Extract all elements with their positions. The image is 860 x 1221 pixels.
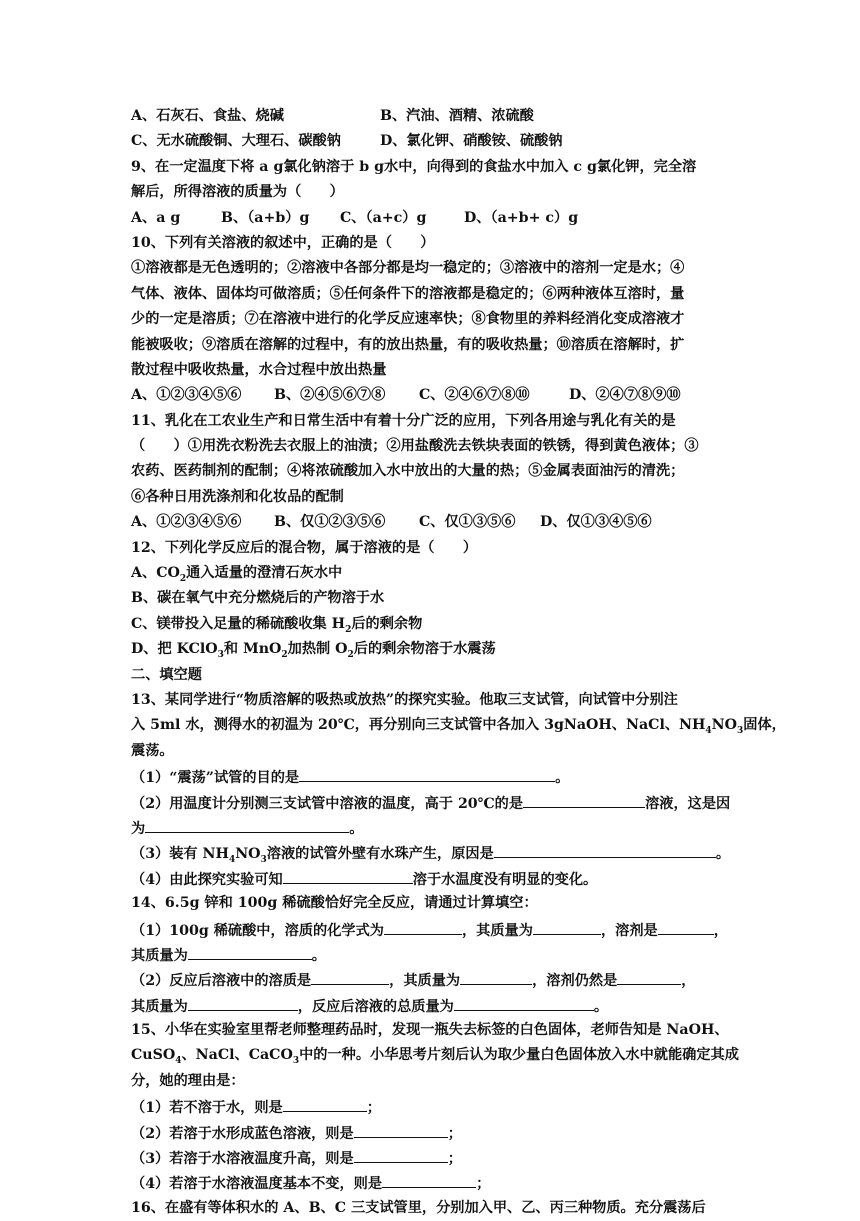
q16-stem-line1: 16、在盛有等体积水的 A、B、C 三支试管里，分别加入甲、乙、丙三种物质。充分震荡后 xyxy=(131,1199,706,1216)
q11-options xyxy=(131,510,743,535)
q15-answer-blank-4[interactable] xyxy=(382,1170,476,1188)
q10-option-c: C、②④⑥⑦⑧⑩ xyxy=(419,387,530,404)
q8-options-row2 xyxy=(131,129,743,154)
q14-answer-blank-1[interactable] xyxy=(384,917,462,935)
q13-stem-line3: 震荡。 xyxy=(131,742,174,759)
q13-part2-cont: 为 。 xyxy=(131,815,743,840)
q11-body-line: （ ）①用洗衣粉洗去衣服上的油渍；②用盐酸洗去铁块表面的铁锈，得到黄色液体；③ xyxy=(131,438,699,455)
q10-stem: 10、下列有关溶液的叙述中，正确的是（ ） xyxy=(131,234,435,251)
q13-answer-blank-5[interactable] xyxy=(283,866,413,884)
q12-option-c: C、镁带投入足量的稀硫酸收集 $H_2$后的剩余物 xyxy=(131,615,423,635)
q14-part1: （1）100g 稀硫酸中，溶质的化学式为 ，其质量为 ，溶剂是 ， xyxy=(131,917,743,942)
q13-part3: （3）装有 $NH_4NO_3$溶液的试管外壁有水珠产生，原因是 。 xyxy=(131,840,743,865)
q13-stem-line2: 入 5ml 水，测得水的初温为 20℃，再分别向三支试管中各加入 3gNaOH、NaCl、$NH_4NO_3$固体， xyxy=(131,717,786,737)
q11-body-line: ⑥各种日用洗涤剂和化妆品的配制 xyxy=(131,488,344,505)
q10-body-line: 能被吸收；⑨溶质在溶解的过程中，有的放出热量，有的吸收热量；⑩溶质在溶解时，扩 xyxy=(131,336,685,353)
q14-answer-blank-2[interactable] xyxy=(533,917,601,935)
q14-part2-cont: 其质量为 ，反应后溶液的总质量为 。 xyxy=(131,993,743,1018)
q11-body-line: 11、乳化在工农业生产和日常生活中有着十分广泛的应用，下列各用途与乳化有关的是 xyxy=(131,412,676,429)
q15-part3: （3）若溶于水溶液温度升高，则是 ； xyxy=(131,1145,743,1170)
q13-part1: （1）“震荡”试管的目的是 。 xyxy=(131,764,743,789)
q13-part2: （2）用温度计分别测三支试管中溶液的温度，高于 20℃的是 溶液，这是因 xyxy=(131,790,743,815)
q9-stem-line2: 解后，所得溶液的质量为（ ） xyxy=(131,184,344,201)
q15-answer-blank-1[interactable] xyxy=(283,1094,367,1112)
q15-stem-line1: 15、小华在实验室里帮老师整理药品时，发现一瓶失去标签的白色固体，老师告知是 NaOH、 xyxy=(131,1022,729,1039)
q15-part4: （4）若溶于水溶液温度基本不变，则是 ； xyxy=(131,1170,743,1195)
q13-answer-blank-2[interactable] xyxy=(523,790,645,808)
q10-body-line: ①溶液都是无色透明的；②溶液中各部分都是均一稳定的；③溶液中的溶剂一定是水；④ xyxy=(131,260,685,277)
q14-answer-blank-9[interactable] xyxy=(454,993,594,1011)
q11-option-d: D、仅①③④⑤⑥ xyxy=(540,514,652,531)
q10-option-d: D、②④⑦⑧⑨⑩ xyxy=(569,387,681,404)
q12-option-d: D、把 KClO$_3$和 MnO$_2$加热制 $O_2$后的剩余物溶于水震荡 xyxy=(131,641,496,661)
q15-stem-line3: 分，她的理由是： xyxy=(131,1072,245,1089)
q13-stem-line1: 13、某同学进行“物质溶解的吸热或放热”的探究实验。他取三支试管，向试管中分别注 xyxy=(131,691,678,708)
q9-options xyxy=(131,206,743,231)
q14-answer-blank-8[interactable] xyxy=(188,993,298,1011)
q13-answer-blank-1[interactable] xyxy=(299,764,555,782)
q14-answer-blank-6[interactable] xyxy=(460,967,532,985)
section-heading: 二、填空题 xyxy=(131,666,202,683)
q15-answer-blank-3[interactable] xyxy=(354,1145,448,1163)
q14-part1-cont: 其质量为 。 xyxy=(131,942,743,967)
q15-part2: （2）若溶于水形成蓝色溶液，则是 ； xyxy=(131,1120,743,1145)
q15-part1: （1）若不溶于水，则是 ； xyxy=(131,1094,743,1119)
q12-stem: 12、下列化学反应后的混合物，属于溶液的是（ ） xyxy=(131,539,478,556)
q8-options-row1 xyxy=(131,104,743,129)
q11-option-b: B、仅①②③⑤⑥ xyxy=(274,514,386,531)
q9-option-a: A、a g xyxy=(131,209,181,226)
q12-option-b: B、碳在氧气中充分燃烧后的产物溶于水 xyxy=(131,590,385,607)
q14-answer-blank-4[interactable] xyxy=(188,942,312,960)
q14-answer-blank-7[interactable] xyxy=(617,967,681,985)
q14-stem: 14、6.5g 锌和 100g 稀硫酸恰好完全反应，请通过计算填空： xyxy=(131,895,538,912)
q9-option-b: B、（a+b）g xyxy=(221,209,310,226)
q11-option-a: A、①②③④⑤⑥ xyxy=(131,514,242,531)
q8-option-b: B、汽油、酒精、浓硫酸 xyxy=(380,108,534,124)
q14-answer-blank-3[interactable] xyxy=(658,917,714,935)
document-content xyxy=(131,104,786,1221)
q12-option-a: A、$CO_2$通入适量的澄清石灰水中 xyxy=(131,565,343,584)
q9-stem-line1: 9、在一定温度下将 a g氯化钠溶于 b g水中，向得到的食盐水中加入 c g氯化钾，完全溶 xyxy=(131,158,697,175)
q10-body-line: 气体、液体、固体均可做溶质；⑤任何条件下的溶液都是稳定的；⑥两种液体互溶时，量 xyxy=(131,285,685,302)
q13-part4: （4）由此探究实验可知 溶于水温度没有明显的变化。 xyxy=(131,866,743,891)
q11-body-line: 农药、医药制剂的配制；④将浓硫酸加入水中放出的大量的热；⑤金属表面油污的清洗； xyxy=(131,463,685,480)
q8-option-c: C、无水硫酸铜、大理石、碳酸钠 xyxy=(131,133,341,150)
q9-option-d: D、（a+b+ c）g xyxy=(464,209,579,226)
q10-body-line: 散过程中吸收热量，水合过程中放出热量 xyxy=(131,361,387,378)
q14-answer-blank-5[interactable] xyxy=(311,967,389,985)
q9-option-c: C、（a+c）g xyxy=(340,209,427,226)
q10-options xyxy=(131,383,743,408)
q8-option-a: A、石灰石、食盐、烧碱 xyxy=(131,108,284,124)
q15-stem-line2: CuSO$_4$、NaCl、CaCO$_3$中的一种。小华思考片刻后认为取少量白色固体放入水中就能确定其成 xyxy=(131,1047,739,1067)
q11-option-c: C、仅①③⑤⑥ xyxy=(419,514,516,531)
q13-answer-blank-4[interactable] xyxy=(494,840,716,858)
q15-answer-blank-2[interactable] xyxy=(354,1120,448,1138)
q10-option-a: A、①②③④⑤⑥ xyxy=(131,387,242,404)
q10-body-line: 少的一定是溶质；⑦在溶液中进行的化学反应速率快；⑧食物里的养料经消化变成溶液才 xyxy=(131,311,685,328)
q13-answer-blank-3[interactable] xyxy=(145,815,349,833)
q14-part2: （2）反应后溶液中的溶质是 ，其质量为 ，溶剂仍然是 ， xyxy=(131,967,743,992)
q8-option-d: D、氯化钾、硝酸铵、硫酸钠 xyxy=(380,133,563,150)
q10-option-b: B、②④⑤⑥⑦⑧ xyxy=(274,387,386,404)
